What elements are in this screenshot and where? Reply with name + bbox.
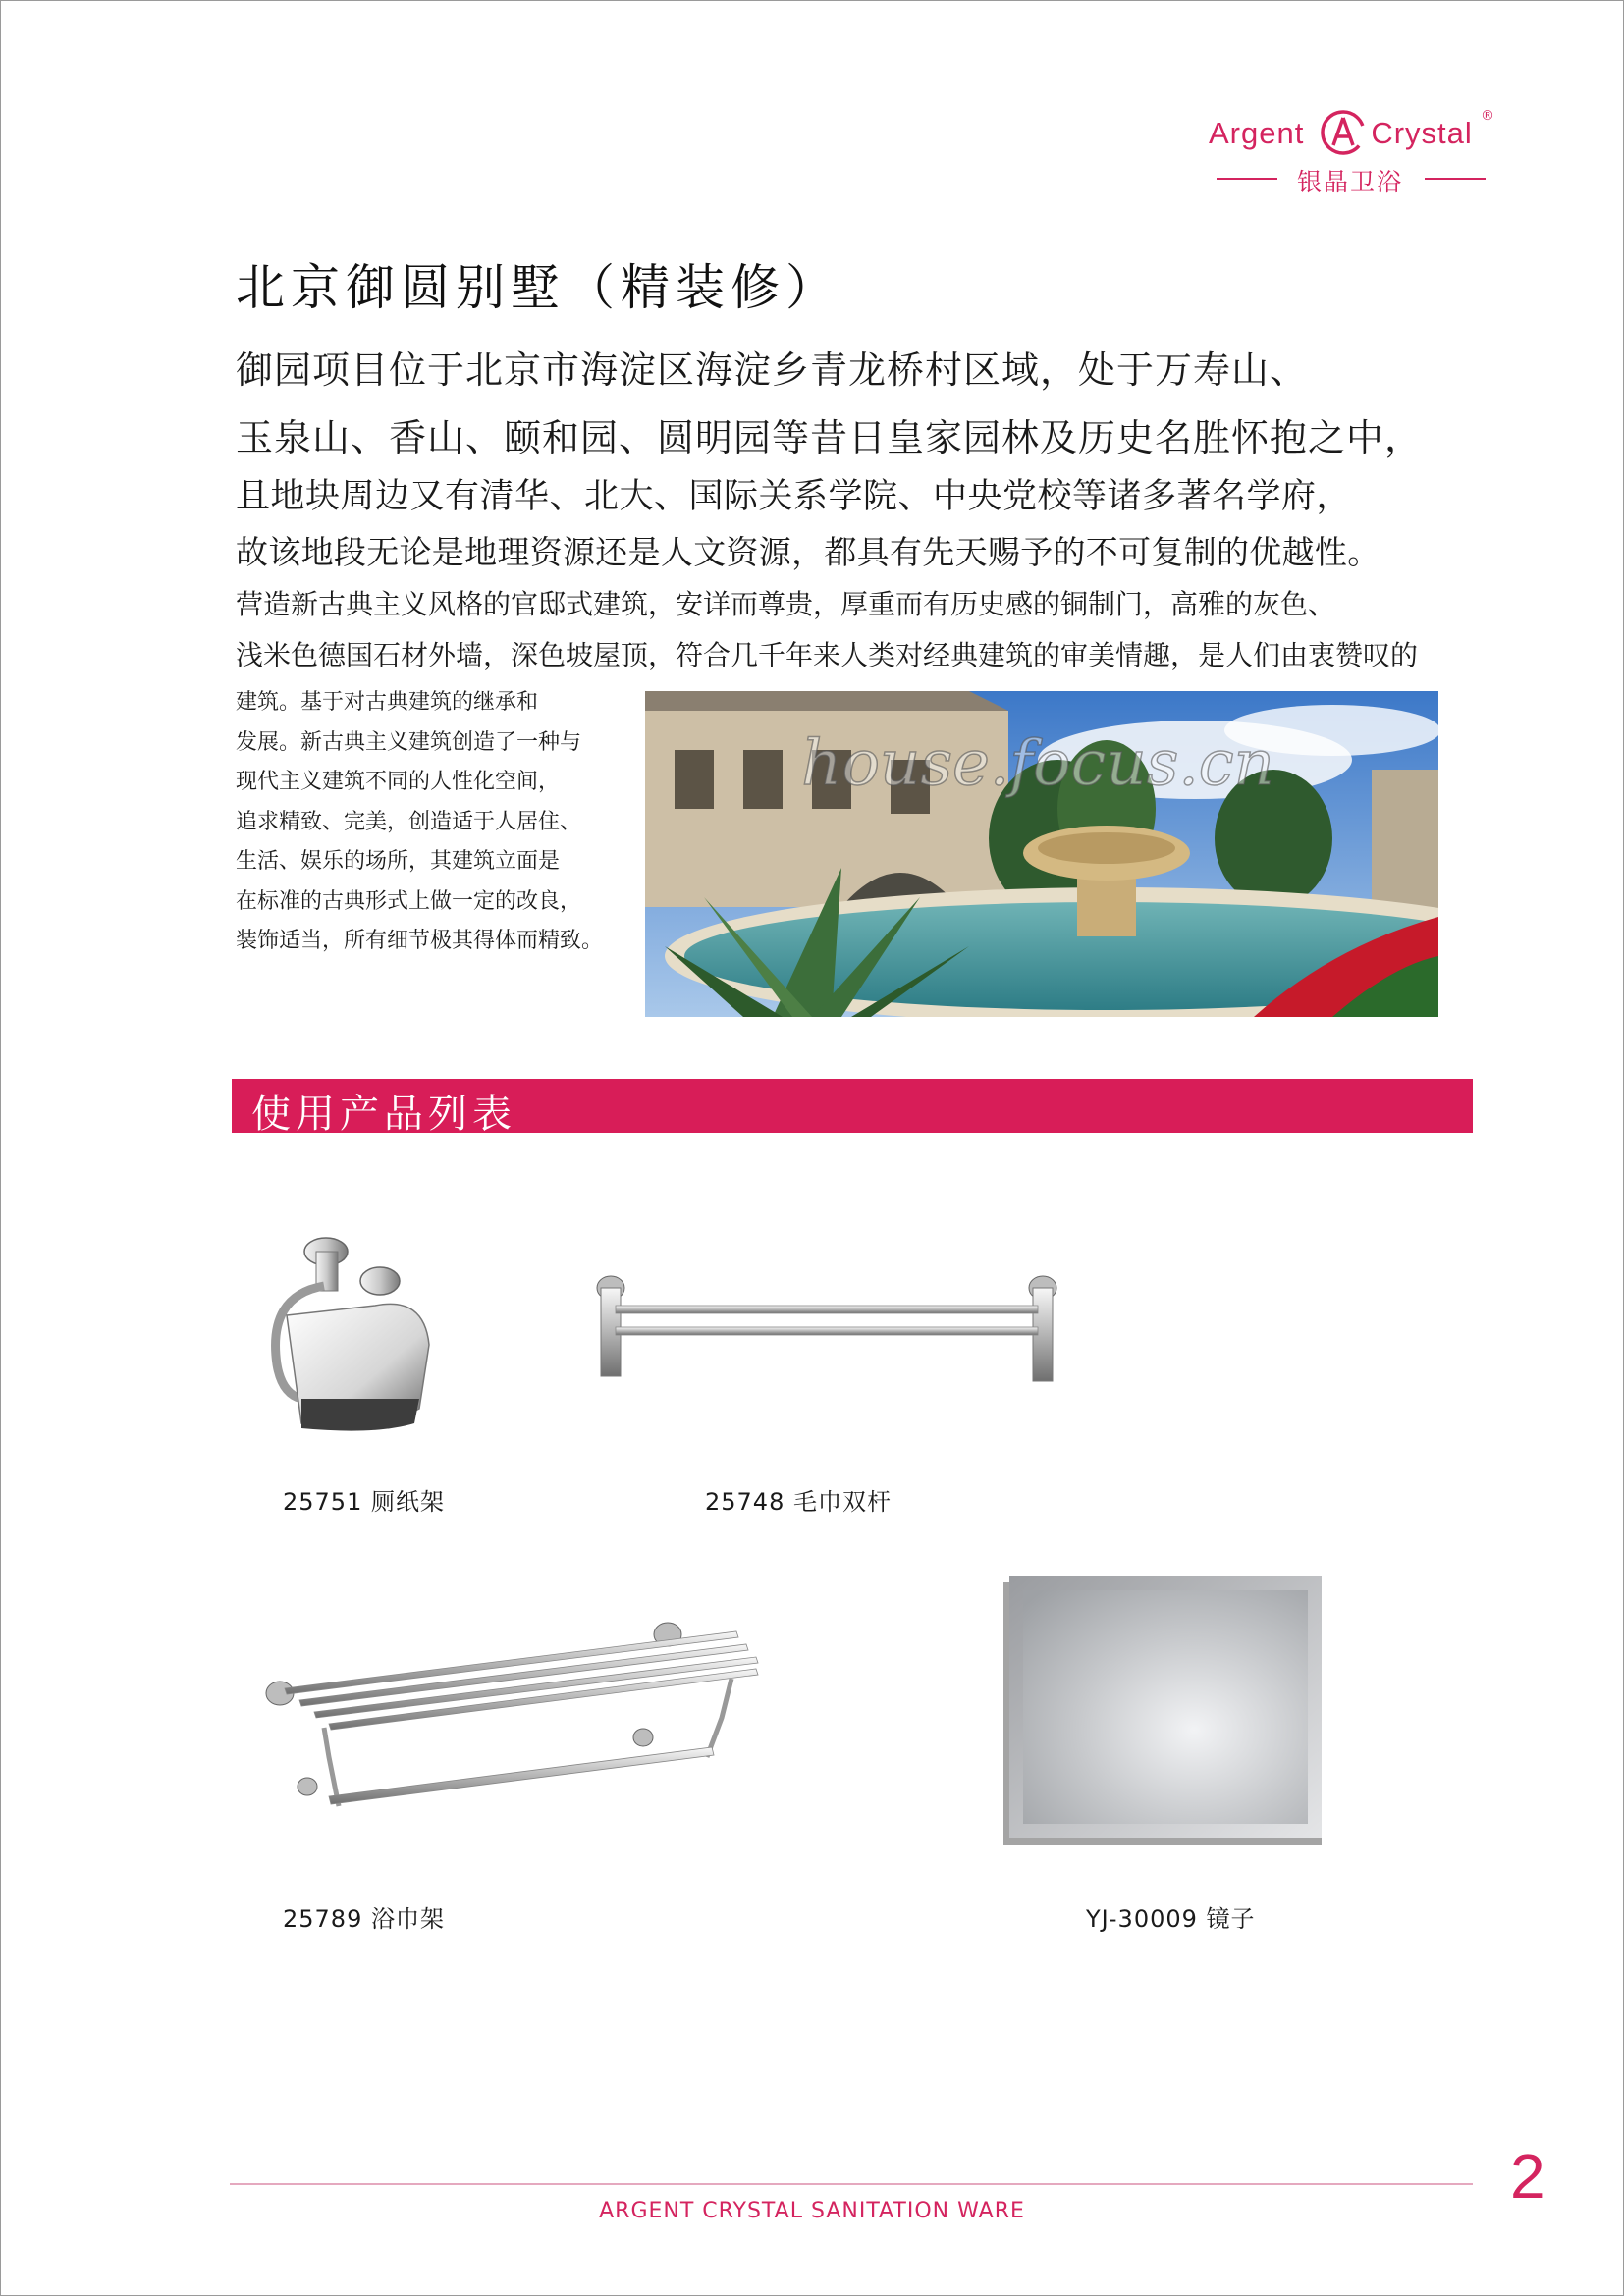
double-towel-bar-icon	[581, 1266, 1072, 1394]
column-line: 生活、娱乐的场所，其建筑立面是	[236, 849, 561, 874]
column-line: 现代主义建筑不同的人性化空间，	[236, 770, 561, 794]
product-label: YJ-30009 镜子	[1086, 1905, 1256, 1933]
brand-name-right: Crystal	[1371, 116, 1473, 150]
body-line: 且地块周边又有清华、北大、国际关系学院、中央党校等诸多著名学府，	[236, 477, 1352, 516]
product-image-towel-rack	[260, 1610, 761, 1821]
body-line: 故该地段无论是地理资源还是人文资源，都具有先天赐予的不可复制的优越性。	[236, 533, 1380, 571]
column-line: 追求精致、完美，创造适于人居住、	[236, 809, 582, 834]
column-line: 装饰适当，所有细节极其得体而精致。	[236, 929, 604, 953]
product-label: 25751 厕纸架	[283, 1488, 445, 1516]
toilet-paper-holder-icon	[257, 1227, 463, 1438]
mirror-icon	[994, 1571, 1324, 1845]
villa-photo	[645, 691, 1438, 1017]
product-image-toilet-paper-holder	[257, 1227, 463, 1438]
page-number: 2	[1510, 2141, 1545, 2212]
villa-photo-illustration	[645, 691, 1438, 1017]
brand-name-cn-row	[1217, 163, 1488, 196]
registered-mark: ®	[1481, 108, 1494, 124]
footer-brand-text: ARGENT CRYSTAL SANITATION WARE	[599, 2199, 1025, 2223]
brand-ac-emblem-icon	[1318, 108, 1369, 157]
body-line: 浅米色德国石材外墙，深色坡屋顶，符合几千年来人类对经典建筑的审美情趣，是人们由衷赞叹的	[236, 639, 1419, 671]
column-line: 建筑。基于对古典建筑的继承和	[236, 690, 539, 715]
brand-logo	[1203, 106, 1497, 194]
body-line: 营造新古典主义风格的官邸式建筑，安详而尊贵，厚重而有历史感的铜制门，高雅的灰色、	[236, 588, 1336, 620]
product-label: 25789 浴巾架	[283, 1905, 445, 1933]
body-column	[236, 683, 628, 962]
section-title: 使用产品列表	[251, 1092, 516, 1137]
section-header-bar	[232, 1079, 1473, 1137]
page-title: 北京御圆别墅（精装修）	[236, 259, 840, 316]
column-line: 发展。新古典主义建筑创造了一种与	[236, 729, 582, 755]
brand-name-left: Argent	[1209, 116, 1305, 150]
body-line: 御园项目位于北京市海淀区海淀乡青龙桥村区域，处于万寿山、	[236, 348, 1309, 392]
photo-watermark: house.focus.cn	[801, 727, 1274, 800]
brand-name-cn: 银晶卫浴	[1297, 168, 1404, 196]
product-image-double-towel-bar	[581, 1266, 1072, 1394]
logo-rule-right	[1425, 178, 1486, 180]
product-label: 25748 毛巾双杆	[705, 1488, 892, 1516]
footer-rule	[230, 2183, 1473, 2185]
towel-rack-icon	[260, 1610, 761, 1821]
column-line: 在标准的古典形式上做一定的改良，	[236, 888, 582, 914]
product-image-mirror	[994, 1571, 1324, 1845]
logo-rule-left	[1217, 178, 1277, 180]
body-line: 玉泉山、香山、颐和园、圆明园等昔日皇家园林及历史名胜怀抱之中，	[236, 416, 1424, 459]
